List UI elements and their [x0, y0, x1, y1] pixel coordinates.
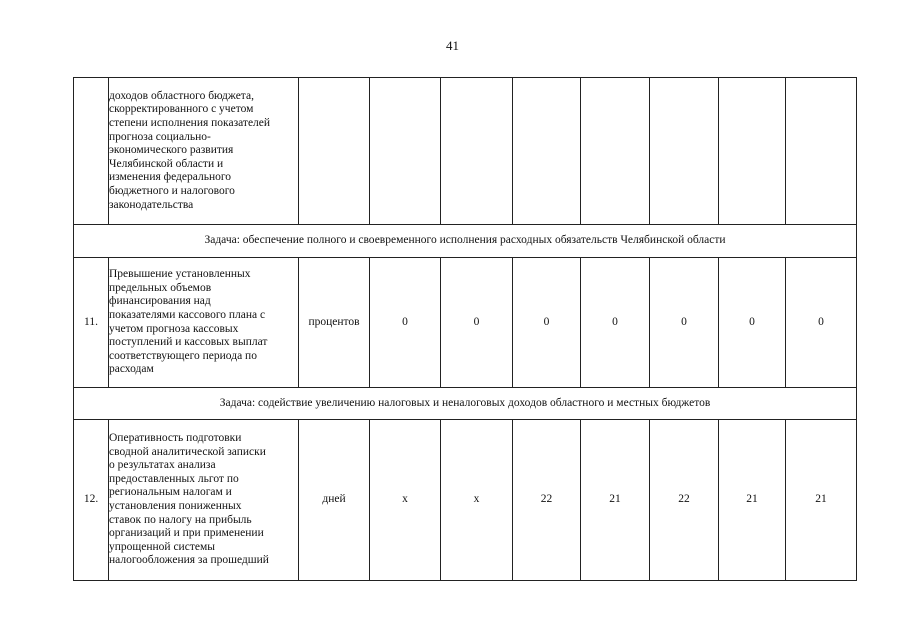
table-row	[74, 420, 857, 581]
table-row	[74, 78, 857, 225]
unit-cell: дней	[299, 420, 370, 581]
value-cell	[719, 78, 786, 225]
value-cell: 21	[719, 420, 786, 581]
value-cell: 21	[786, 420, 857, 581]
row-number: 11.	[74, 258, 109, 388]
unit-cell	[299, 78, 370, 225]
task-row	[74, 388, 857, 420]
value-cell: 0	[650, 258, 719, 388]
value-cell: 21	[581, 420, 650, 581]
unit-cell: процентов	[299, 258, 370, 388]
value-cell: 0	[513, 258, 581, 388]
table-row	[74, 258, 857, 388]
indicator-description: Превышение установленных предельных объемов финансирования над показателями кассового плана с учетом прогноза кассовых поступлений и кассовых выплат соответствующего периода по расходам	[109, 258, 299, 388]
value-cell	[581, 78, 650, 225]
value-cell: 0	[441, 258, 513, 388]
value-cell: 22	[650, 420, 719, 581]
row-number	[74, 78, 109, 225]
indicator-description: Оперативность подготовки сводной аналитической записки о результатах анализа предоставленных льгот по региональным налогам и установления пониженных ставок по налогу на прибыль организаций и при применении упрощенной системы налогообложения за прошедший	[109, 420, 299, 581]
value-cell: 0	[370, 258, 441, 388]
row-number: 12.	[74, 420, 109, 581]
value-cell	[786, 78, 857, 225]
task-heading: Задача: содействие увеличению налоговых и неналоговых доходов областного и местных бюджетов	[74, 388, 857, 420]
value-cell	[650, 78, 719, 225]
value-cell: 22	[513, 420, 581, 581]
value-cell	[370, 78, 441, 225]
value-cell: 0	[719, 258, 786, 388]
task-heading: Задача: обеспечение полного и своевременного исполнения расходных обязательств Челябинской области	[74, 225, 857, 258]
value-cell: x	[441, 420, 513, 581]
task-row	[74, 225, 857, 258]
value-cell	[513, 78, 581, 225]
value-cell	[441, 78, 513, 225]
indicator-description: доходов областного бюджета, скорректированного с учетом степени исполнения показателей прогноза социально- экономического развития Челябинской области и изменения федерального бюджетного и налогового законодательства	[109, 78, 299, 225]
value-cell: 0	[786, 258, 857, 388]
indicators-table	[73, 77, 857, 581]
value-cell: x	[370, 420, 441, 581]
page-number: 41	[446, 38, 459, 53]
value-cell: 0	[581, 258, 650, 388]
